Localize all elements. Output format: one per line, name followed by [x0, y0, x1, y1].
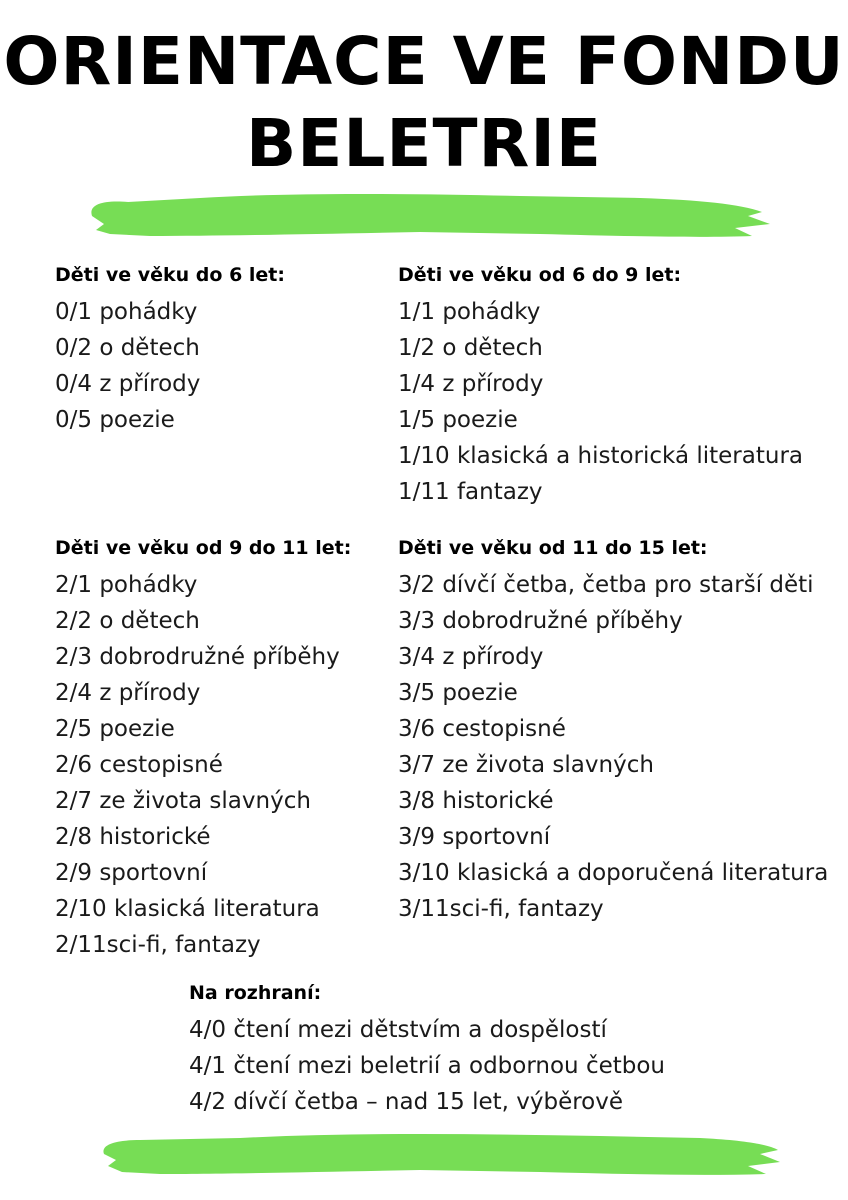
list-item: 1/11 fantazy	[398, 479, 543, 505]
section-heading: Na rozhraní:	[189, 982, 322, 1004]
list-item: 0/1 pohádky	[55, 299, 198, 325]
list-item: 3/7 ze života slavných	[398, 752, 654, 778]
decorative-brush-stroke-bottom	[0, 1128, 848, 1180]
list-item: 2/11sci-fi, fantazy	[55, 932, 261, 958]
list-item: 3/8 historické	[398, 788, 554, 814]
list-item: 2/3 dobrodružné příběhy	[55, 644, 340, 670]
section-age-11-15	[398, 535, 828, 927]
list-item: 4/1 čtení mezi beletrií a odbornou četbou	[189, 1053, 666, 1079]
list-item: 1/2 o dětech	[398, 335, 543, 361]
list-item: 3/4 z přírody	[398, 644, 544, 670]
list-item: 2/8 historické	[55, 824, 211, 850]
list-item: 2/2 o dětech	[55, 608, 200, 634]
list-item: 3/11sci-fi, fantazy	[398, 896, 604, 922]
list-item: 3/6 cestopisné	[398, 716, 566, 742]
list-item: 4/0 čtení mezi dětstvím a dospělostí	[189, 1017, 607, 1043]
section-heading: Děti ve věku do 6 let:	[55, 264, 285, 286]
list-item: 2/4 z přírody	[55, 680, 201, 706]
list-item: 3/5 poezie	[398, 680, 518, 706]
section-age-9-11	[55, 535, 351, 963]
list-item: 1/4 z přírody	[398, 371, 544, 397]
list-item: 2/1 pohádky	[55, 572, 198, 598]
list-item: 1/10 klasická a historická literatura	[398, 443, 804, 469]
list-item: 1/5 poezie	[398, 407, 518, 433]
list-item: 3/9 sportovní	[398, 824, 551, 850]
list-item: 1/1 pohádky	[398, 299, 541, 325]
brush-stroke-shape	[91, 194, 770, 237]
page-title-line-1: ORIENTACE VE FONDU	[3, 23, 845, 100]
brush-stroke-shape	[103, 1134, 780, 1175]
list-item: 2/5 poezie	[55, 716, 175, 742]
section-heading: Děti ve věku od 9 do 11 let:	[55, 537, 352, 559]
section-heading: Děti ve věku od 11 do 15 let:	[398, 537, 708, 559]
list-item: 3/3 dobrodružné příběhy	[398, 608, 683, 634]
list-item: 3/10 klasická a doporučená literatura	[398, 860, 829, 886]
list-item: 2/9 sportovní	[55, 860, 208, 886]
section-na-rozhrani	[189, 980, 665, 1120]
list-item: 2/10 klasická literatura	[55, 896, 320, 922]
list-item: 0/4 z přírody	[55, 371, 201, 397]
list-item: 4/2 dívčí četba – nad 15 let, výběrově	[189, 1089, 624, 1115]
decorative-brush-stroke-top	[0, 186, 848, 248]
section-age-0-6	[55, 262, 285, 438]
page-title-line-2: BELETRIE	[245, 105, 602, 182]
list-item: 2/6 cestopisné	[55, 752, 223, 778]
list-item: 0/5 poezie	[55, 407, 175, 433]
section-age-6-9	[398, 262, 803, 510]
section-heading: Děti ve věku od 6 do 9 let:	[398, 264, 682, 286]
list-item: 2/7 ze života slavných	[55, 788, 311, 814]
list-item: 0/2 o dětech	[55, 335, 200, 361]
list-item: 3/2 dívčí četba, četba pro starší děti	[398, 572, 814, 598]
